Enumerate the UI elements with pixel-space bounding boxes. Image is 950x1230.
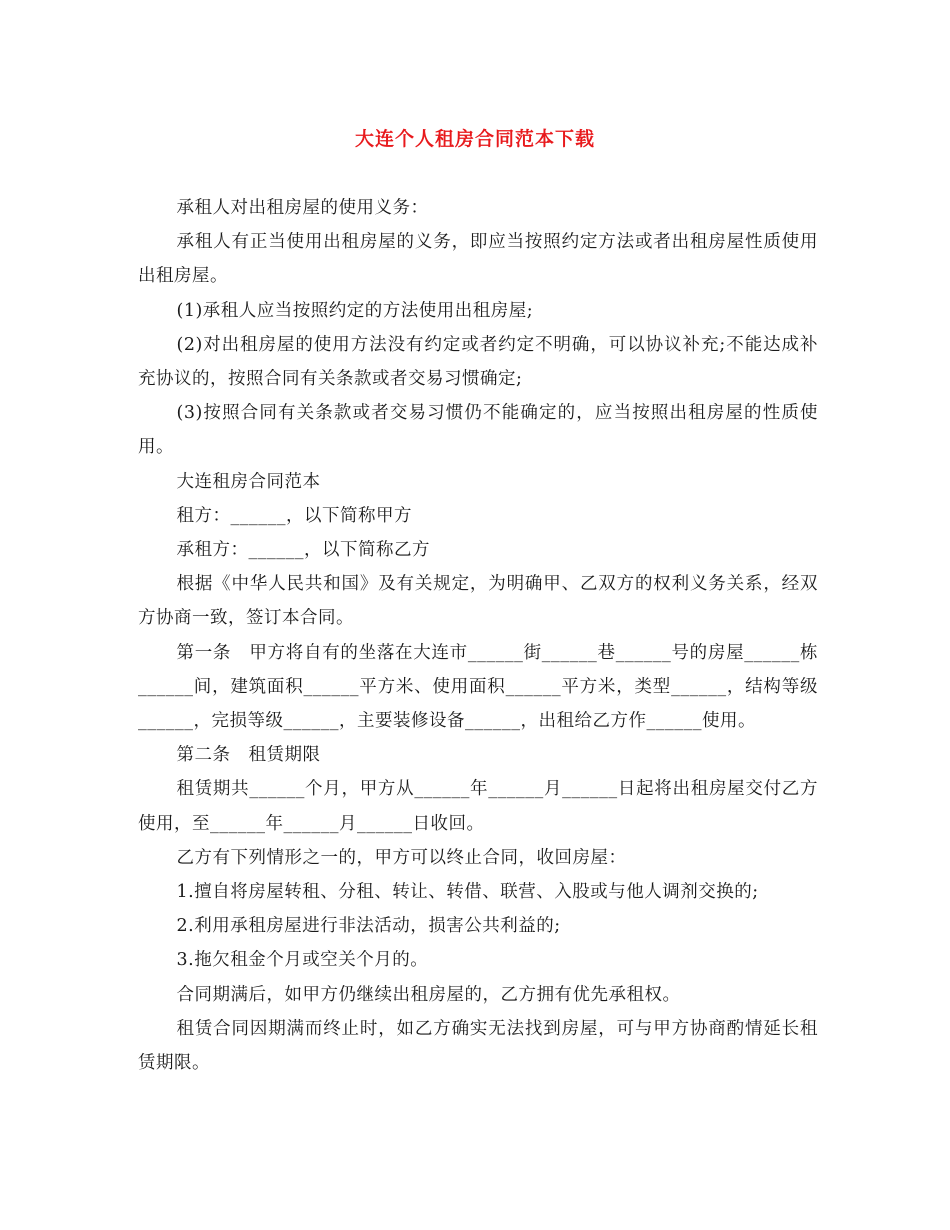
paragraph-item-3: (3)按照合同有关条款或者交易习惯仍不能确定的，应当按照出租房屋的性质使用。 bbox=[138, 403, 818, 458]
paragraph-lessor: 租方：______，以下简称甲方 bbox=[176, 505, 412, 526]
paragraph-preamble: 根据《中华人民共和国》及有关规定，为明确甲、乙双方的权利义务关系，经双方协商一致，签订本合同。 bbox=[138, 574, 818, 629]
paragraph-priority-renewal: 合同期满后，如甲方仍继续出租房屋的，乙方拥有优先承租权。 bbox=[176, 984, 681, 1005]
paragraph-lessee: 承租方：______，以下简称乙方 bbox=[176, 540, 430, 561]
paragraph-proper-use: 承租人有正当使用出租房屋的义务，即应当按照约定方法或者出租房屋性质使用出租房屋。 bbox=[138, 232, 818, 287]
paragraph-item-1: (1)承租人应当按照约定的方法使用出租房屋; bbox=[176, 300, 534, 321]
paragraph-lease-term: 租赁期共______个月，甲方从______年______月______日起将出租房屋交付乙方使用，至______年______月______日收回。 bbox=[138, 779, 818, 834]
paragraph-termination-1: 1.擅自将房屋转租、分租、转让、转借、联营、入股或与他人调剂交换的; bbox=[176, 882, 759, 903]
paragraph-extension: 租赁合同因期满而终止时，如乙方确实无法找到房屋，可与甲方协商酌情延长租赁期限。 bbox=[138, 1018, 818, 1074]
paragraph-article-1: 第一条 甲方将自有的坐落在大连市______街______巷______号的房屋______栋______间，建筑面积______平方米、使用面积______平方米，类型______，结构等级______，完损等级______，主要装修设备______，出租给乙方作______使用。 bbox=[138, 642, 818, 732]
document-body bbox=[138, 191, 818, 1080]
paragraph-termination-conditions: 乙方有下列情形之一的，甲方可以终止合同，收回房屋： bbox=[176, 847, 627, 868]
paragraph-contract-template-heading: 大连租房合同范本 bbox=[176, 471, 321, 492]
paragraph-termination-2: 2.利用承租房屋进行非法活动，损害公共利益的; bbox=[176, 916, 561, 937]
paragraph-article-2-heading: 第二条 租赁期限 bbox=[176, 745, 321, 766]
paragraph-item-2: (2)对出租房屋的使用方法没有约定或者约定不明确，可以协议补充;不能达成补充协议的，按照合同有关条款或者交易习惯确定; bbox=[138, 334, 818, 390]
document-title: 大连个人租房合同范本下载 bbox=[354, 128, 595, 150]
paragraph-termination-3: 3.拖欠租金个月或空关个月的。 bbox=[176, 950, 429, 971]
paragraph-usage-obligation-heading: 承租人对出租房屋的使用义务： bbox=[176, 198, 429, 218]
